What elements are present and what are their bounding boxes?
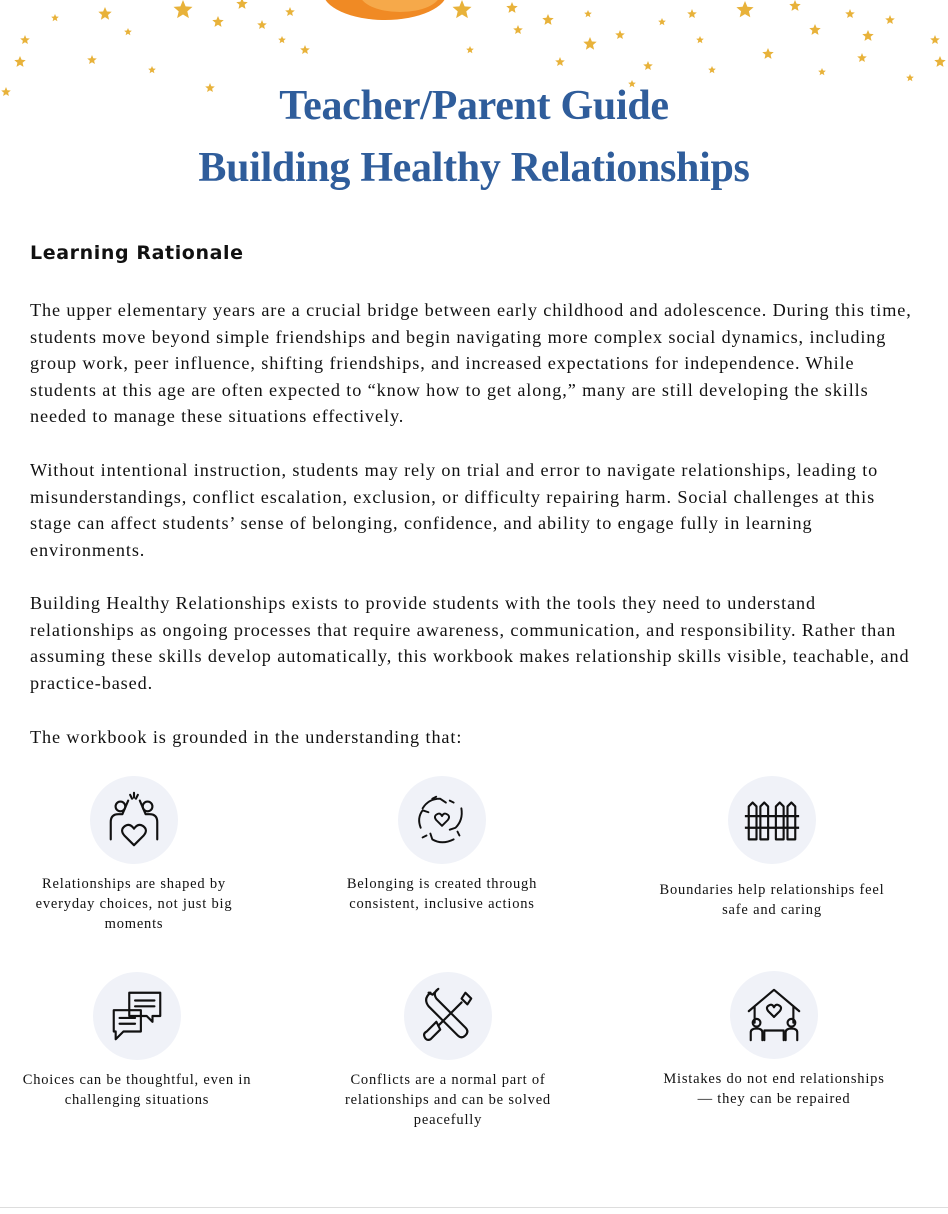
star-icon: [20, 35, 30, 44]
star-icon: [98, 7, 111, 20]
star-icon: [643, 61, 653, 70]
feature-card: [644, 971, 904, 1109]
star-icon: [809, 24, 820, 35]
star-icon: [453, 0, 472, 18]
page-title-line-2: Building Healthy Relationships: [198, 145, 750, 191]
star-icon: [845, 9, 855, 18]
feature-card: [7, 972, 267, 1110]
star-icon: [124, 28, 132, 35]
star-icon: [583, 37, 596, 50]
star-icon: [466, 46, 474, 53]
star-icon: [818, 68, 826, 75]
feature-caption: Belonging is created through consistent, inclusive actions: [346, 876, 538, 912]
feature-card: [4, 776, 264, 934]
wrench-screwdriver-icon: [404, 972, 492, 1060]
star-icon: [687, 9, 697, 18]
star-icon: [736, 1, 753, 17]
high-five-heart-icon: [90, 776, 178, 864]
star-icon: [236, 0, 247, 9]
paragraph-2: Without intentional instruction, students may rely on trial and error to navigate relationships, leading to misunderstandings, conflict escalation, exclusion, or difficulty repairing harm. Social challenges at this stage can affect students’ sense of belonging, confidence, and ability to engage fully in learning environments.: [30, 460, 879, 560]
star-icon: [87, 55, 97, 64]
star-icon: [789, 0, 800, 11]
feature-caption: Relationships are shaped by everyday choices, not just big moments: [35, 876, 233, 932]
fence-icon: [728, 776, 816, 864]
feature-caption: Conflicts are a normal part of relationships and can be solved peacefully: [344, 1072, 551, 1128]
feature-card: [642, 776, 902, 920]
star-icon: [506, 2, 517, 13]
star-icon: [174, 0, 193, 18]
star-icon: [148, 66, 156, 73]
star-icon: [615, 30, 625, 39]
star-icon: [257, 20, 267, 29]
feature-caption: Mistakes do not end relationships — they can be repaired: [663, 1071, 885, 1107]
star-icon: [658, 18, 666, 25]
star-icon: [696, 36, 704, 43]
feature-card: [312, 776, 572, 914]
star-icon: [285, 7, 295, 16]
star-icon: [300, 45, 310, 54]
page-title-line-1: Teacher/Parent Guide: [279, 83, 669, 129]
star-icon: [762, 48, 773, 59]
star-icon: [212, 16, 223, 27]
star-icon: [708, 66, 716, 73]
paragraph-1: The upper elementary years are a crucial bridge between early childhood and adolescence. During this time, students move beyond simple friendships and begin navigating more complex social dynamics, including group work, peer influence, shifting friendships, and increased expectations for independence. While students at this age are often expected to “know how to get along,” many are still developing the skills needed to manage these situations effectively.: [30, 300, 912, 427]
hands-circle-heart-icon: [398, 776, 486, 864]
star-icon: [513, 25, 523, 34]
feature-caption: Choices can be thoughtful, even in challenging situations: [22, 1072, 252, 1108]
star-icon: [584, 10, 592, 17]
paragraph-4: The workbook is grounded in the understanding that:: [30, 727, 463, 747]
feature-card: [318, 972, 578, 1130]
star-icon: [862, 30, 873, 41]
star-icon: [51, 14, 59, 21]
page-edge-divider: [0, 1207, 948, 1208]
star-icon: [934, 56, 945, 67]
star-icon: [278, 36, 286, 43]
feature-caption: Boundaries help relationships feel safe and caring: [659, 882, 885, 918]
star-icon: [555, 57, 565, 66]
paragraph-3: Building Healthy Relationships exists to provide students with the tools they need to understand relationships as ongoing processes that require awareness, communication, and responsibility. Rather than assuming these skills develop automatically, this workbook makes relationship skills visible, teachable, and practice-based.: [30, 593, 910, 693]
star-icon: [14, 56, 25, 67]
star-icon: [857, 53, 867, 62]
star-icon: [885, 15, 895, 24]
star-icon: [542, 14, 553, 25]
star-icon: [906, 74, 914, 81]
house-family-heart-icon: [730, 971, 818, 1059]
chat-bubbles-icon: [93, 972, 181, 1060]
star-icon: [930, 35, 940, 44]
section-heading: Learning Rationale: [30, 242, 244, 264]
